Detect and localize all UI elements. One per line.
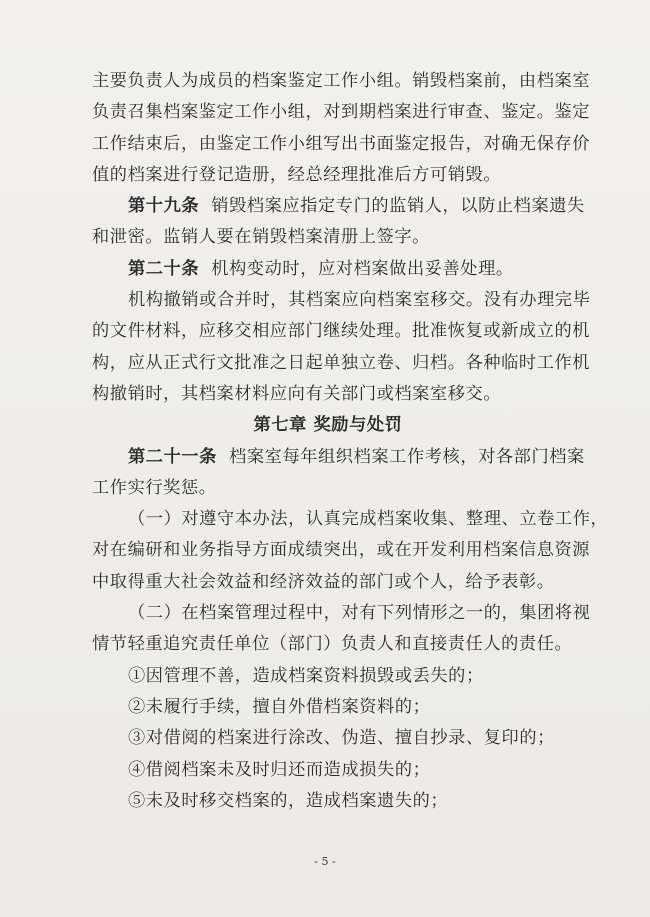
text-line — [92, 442, 585, 473]
line-text: 工作实行奖惩。 — [92, 477, 217, 498]
document-body — [92, 66, 609, 817]
text-line — [92, 222, 564, 253]
line-text: 档案室每年组织档案工作考核，对各部门档案 — [216, 446, 585, 467]
article-number: 第二十一条 — [128, 446, 217, 467]
text-line — [92, 598, 591, 629]
line-text: 构，应从正式行文批准之日起单独立卷、归档。各种临时工作机 — [92, 352, 591, 373]
text-line — [92, 786, 564, 817]
line-text: ③对借阅的档案进行涂改、伪造、擅自抄录、复印的； — [128, 728, 555, 749]
article-number: 第二十条 — [128, 258, 200, 279]
text-line — [92, 504, 609, 535]
line-text: 负责召集档案鉴定工作小组，对到期档案进行审查、鉴定。鉴定 — [92, 102, 591, 123]
text-line — [92, 535, 591, 566]
text-line — [92, 285, 591, 316]
text-line — [92, 66, 591, 97]
line-text: 工作结束后，由鉴定工作小组写出书面鉴定报告，对确无保存价 — [92, 133, 591, 154]
line-text: 机构撤销或合并时，其档案应向档案室移交。没有办理完毕 — [128, 290, 591, 311]
line-text: 主要负责人为成员的档案鉴定工作小组。销毁档案前，由档案室 — [92, 71, 591, 91]
line-text: 中取得重大社会效益和经济效益的部门或个人，给予表彰。 — [92, 571, 555, 592]
line-text: ④借阅档案未及时归还而造成损失的； — [128, 759, 431, 780]
line-text: （一）对遵守本办法，认真完成档案收集、整理、立卷工作， — [128, 509, 609, 530]
text-line — [92, 629, 573, 660]
text-line — [92, 254, 564, 285]
chapter-heading: 第七章 奖励与处罚 — [253, 415, 403, 436]
text-line — [92, 755, 564, 786]
line-text: 销毁档案应指定专门的监销人，以防止档案遗失 — [199, 196, 585, 217]
line-text: （二）在档案管理过程中，对有下列情形之一的，集团将视 — [128, 603, 591, 624]
article-number: 第十九条 — [128, 196, 200, 217]
text-line — [92, 129, 591, 160]
line-text: ①因管理不善，造成档案资料损毁或丢失的； — [128, 665, 484, 686]
line-text: 和泄密。监销人要在销毁档案清册上签字。 — [92, 227, 430, 248]
line-text: 的文件材料，应移交相应部门继续处理。批准恢复或新成立的机 — [92, 321, 591, 342]
text-line — [92, 379, 564, 410]
text-line — [92, 97, 591, 128]
text-line — [92, 723, 564, 754]
line-text: 情节轻重追究责任单位（部门）负责人和直接责任人的责任。 — [92, 634, 573, 655]
line-text: ②未履行手续，擅自外借档案资料的； — [128, 696, 431, 717]
line-text: 构撤销时，其档案材料应向有关部门或档案室移交。 — [92, 383, 502, 404]
text-line — [92, 191, 585, 222]
line-text: ⑤未及时移交档案的，造成档案遗失的； — [128, 790, 449, 811]
line-text: 值的档案进行登记造册，经总经理批准后方可销毁。 — [92, 164, 502, 185]
line-text: 机构变动时，应对档案做出妥善处理。 — [199, 258, 514, 279]
text-line — [92, 473, 564, 504]
line-text: 对在编研和业务指导方面成绩突出，或在开发利用档案信息资源 — [92, 540, 591, 561]
text-line — [92, 160, 564, 191]
text-line — [92, 316, 591, 347]
text-line — [92, 567, 564, 598]
text-line — [92, 692, 564, 723]
text-line — [92, 348, 591, 379]
page-number: - 5 - — [314, 855, 336, 868]
text-line — [92, 661, 564, 692]
